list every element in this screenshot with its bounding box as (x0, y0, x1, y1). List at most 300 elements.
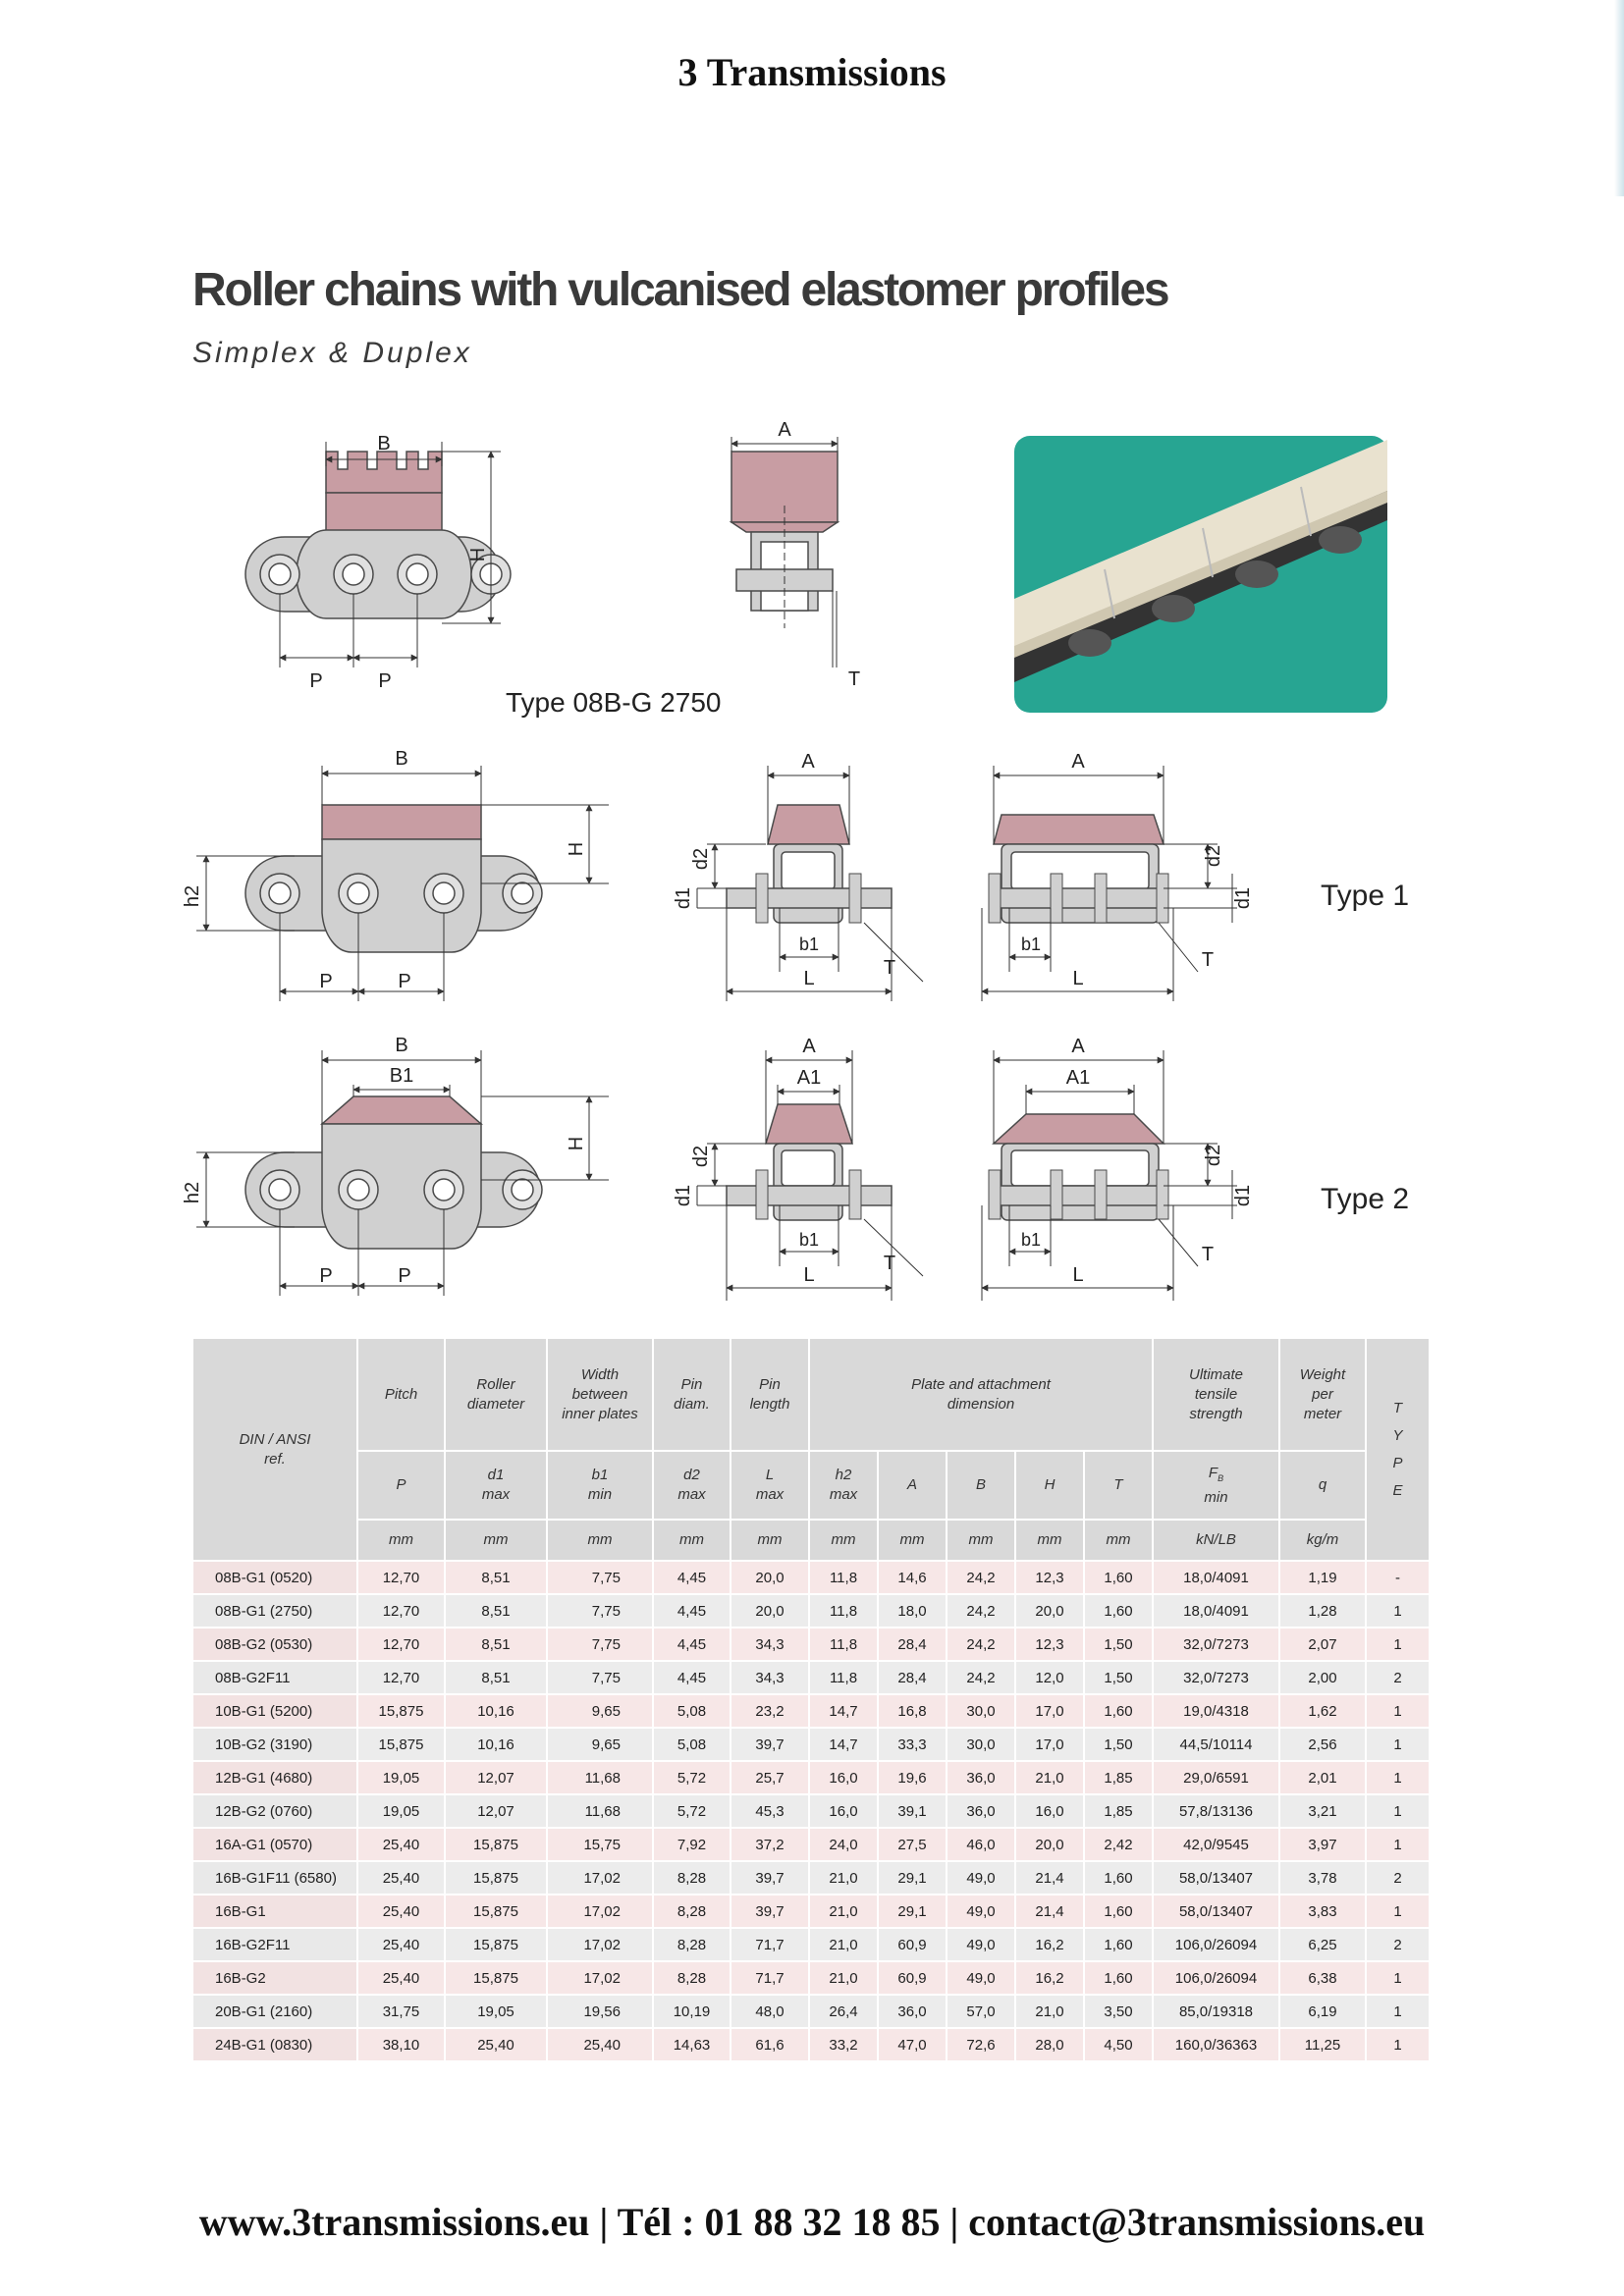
table-cell: 48,0 (731, 1995, 809, 2028)
table-cell: 47,0 (878, 2028, 947, 2061)
dim-label-p-type2-1: P (319, 1265, 333, 1287)
dim-label-p-type1-2: P (398, 971, 411, 992)
table-cell: 15,875 (357, 1694, 445, 1728)
table-cell: 11,8 (809, 1628, 878, 1661)
unit-cell: kN/LB (1153, 1520, 1279, 1561)
table-cell: 1 (1366, 1728, 1430, 1761)
th-roller: Roller diameter (445, 1339, 547, 1451)
table-cell: 36,0 (947, 1761, 1015, 1794)
dim-label-h: H (467, 547, 489, 562)
drawing-type1-duplex-front (982, 751, 1409, 1001)
symbol-qualifier: max (677, 1486, 706, 1503)
table-cell: 3,97 (1279, 1828, 1366, 1861)
table-cell: 25,40 (357, 1861, 445, 1895)
table-cell: 11,68 (547, 1794, 653, 1828)
table-cell: 11,25 (1279, 2028, 1366, 2061)
table-cell: 25,7 (731, 1761, 809, 1794)
table-cell: 58,0/13407 (1153, 1861, 1279, 1895)
cell-ref: 16A-G1 (0570) (193, 1828, 357, 1861)
table-cell: 72,6 (947, 2028, 1015, 2061)
table-cell: 39,7 (731, 1861, 809, 1895)
table-cell: 17,02 (547, 1961, 653, 1995)
table-cell: 20,0 (731, 1561, 809, 1594)
table-cell: 10,16 (445, 1694, 547, 1728)
table-cell: 19,6 (878, 1761, 947, 1794)
table-cell: 10,16 (445, 1728, 547, 1761)
table-cell: 12,07 (445, 1794, 547, 1828)
table-cell: 24,2 (947, 1594, 1015, 1628)
table-cell: 39,7 (731, 1895, 809, 1928)
table-row (193, 1961, 1430, 1995)
table-cell: 21,4 (1015, 1895, 1084, 1928)
th-plate: Plate and attachment dimension (809, 1339, 1153, 1451)
table-cell: 25,40 (357, 1895, 445, 1928)
table-cell: 8,51 (445, 1561, 547, 1594)
unit-row (193, 1520, 1430, 1561)
table-cell: 3,78 (1279, 1861, 1366, 1895)
unit-cell: mm (1015, 1520, 1084, 1561)
table-cell: 1,60 (1084, 1861, 1153, 1895)
th-weight: Weight per meter (1279, 1339, 1366, 1451)
table-cell: 30,0 (947, 1728, 1015, 1761)
table-row (193, 2028, 1430, 2061)
table-cell: 21,0 (1015, 1995, 1084, 2028)
table-cell: 58,0/13407 (1153, 1895, 1279, 1928)
dim-label-t-type2-duplex: T (1201, 1244, 1215, 1265)
table-cell: 21,0 (1015, 1761, 1084, 1794)
dim-label-l-type1-simplex: L (803, 968, 815, 989)
dim-label-a1-type2-duplex: A1 (1065, 1067, 1091, 1089)
dim-label-b1-type2-simplex: b1 (798, 1230, 820, 1250)
table-cell: 14,7 (809, 1728, 878, 1761)
table-cell: 1,50 (1084, 1661, 1153, 1694)
table-cell: 21,0 (809, 1961, 878, 1995)
table-cell: 17,02 (547, 1895, 653, 1928)
dim-label-b1-type2: B1 (389, 1065, 414, 1087)
dim-label-p-type1-1: P (319, 971, 333, 992)
table-cell: 6,25 (1279, 1928, 1366, 1961)
table-cell: 26,4 (809, 1995, 878, 2028)
table-cell: 32,0/7273 (1153, 1661, 1279, 1694)
table-row (193, 1628, 1430, 1661)
drawing-type2-side-view (182, 1035, 609, 1296)
symbol-cell (731, 1451, 809, 1520)
cell-ref: 16B-G2 (193, 1961, 357, 1995)
cell-ref: 24B-G1 (0830) (193, 2028, 357, 2061)
table-cell: 1 (1366, 1628, 1430, 1661)
cell-ref: 12B-G1 (4680) (193, 1761, 357, 1794)
table-cell: 18,0/4091 (1153, 1561, 1279, 1594)
unit-cell: mm (653, 1520, 731, 1561)
table-cell: 12,07 (445, 1761, 547, 1794)
unit-cell: kg/m (1279, 1520, 1366, 1561)
table-cell: 21,0 (809, 1928, 878, 1961)
dim-label-h-type1: H (566, 841, 587, 857)
table-cell: 1,60 (1084, 1928, 1153, 1961)
symbol-cell (1084, 1451, 1153, 1520)
table-cell: 11,8 (809, 1661, 878, 1694)
cell-ref: 12B-G2 (0760) (193, 1794, 357, 1828)
table-cell: 21,0 (809, 1895, 878, 1928)
table-cell: 1,60 (1084, 1895, 1153, 1928)
dim-label-t-type2-simplex: T (883, 1253, 896, 1274)
table-cell: 25,40 (547, 2028, 653, 2061)
table-cell: 7,75 (547, 1561, 653, 1594)
table-cell: 19,05 (357, 1794, 445, 1828)
dim-label-a1-type2-simplex: A1 (796, 1067, 822, 1089)
table-cell: 30,0 (947, 1694, 1015, 1728)
table-row (193, 1928, 1430, 1961)
table-row (193, 1861, 1430, 1895)
table-cell: 5,08 (653, 1728, 731, 1761)
table-cell: 14,7 (809, 1694, 878, 1728)
table-cell: 20,0 (1015, 1594, 1084, 1628)
table-cell: 29,0/6591 (1153, 1761, 1279, 1794)
table-cell: 34,3 (731, 1661, 809, 1694)
table-cell: 1,60 (1084, 1594, 1153, 1628)
table-cell: 8,51 (445, 1628, 547, 1661)
table-cell: 16,0 (809, 1794, 878, 1828)
dim-label-d2-type1-simplex: d2 (690, 847, 712, 871)
drawing-08b-side-view (245, 433, 721, 718)
symbol-name: d1 (487, 1467, 505, 1483)
drawing-type1-simplex-front (673, 751, 923, 1001)
table-cell: 1,50 (1084, 1628, 1153, 1661)
table-cell: 25,40 (357, 1828, 445, 1861)
unit-cell: mm (1084, 1520, 1153, 1561)
table-cell: 39,7 (731, 1728, 809, 1761)
table-cell: 6,38 (1279, 1961, 1366, 1995)
symbol-cell (653, 1451, 731, 1520)
table-cell: - (1366, 1561, 1430, 1594)
table-cell: 11,8 (809, 1561, 878, 1594)
table-cell: 37,2 (731, 1828, 809, 1861)
symbol-qualifier: max (481, 1486, 511, 1503)
table-cell: 34,3 (731, 1628, 809, 1661)
table-cell: 9,65 (547, 1728, 653, 1761)
dim-label-t-type1-simplex: T (883, 957, 896, 979)
document-subtitle: Simplex & Duplex (192, 337, 472, 369)
table-cell: 14,63 (653, 2028, 731, 2061)
table-row (193, 1794, 1430, 1828)
th-type-letters: T Y P E (1392, 1399, 1403, 1499)
dim-label-p-2: P (378, 670, 392, 692)
symbol-qualifier: min (587, 1486, 613, 1503)
dim-label-b-type1: B (395, 748, 408, 770)
table-cell: 21,4 (1015, 1861, 1084, 1895)
dim-label-t-08b: T (847, 668, 861, 690)
drawing-type2-duplex-front (982, 1036, 1409, 1301)
table-cell: 1 (1366, 1895, 1430, 1928)
dim-label-t-type1-duplex: T (1201, 949, 1215, 971)
symbol-row (193, 1451, 1430, 1520)
table-cell: 4,45 (653, 1594, 731, 1628)
table-cell: 1 (1366, 1594, 1430, 1628)
unit-cell: mm (357, 1520, 445, 1561)
table-cell: 49,0 (947, 1961, 1015, 1995)
table-cell: 106,0/26094 (1153, 1961, 1279, 1995)
dim-label-a-type1-duplex: A (1071, 751, 1085, 773)
dim-label-d1-type2-duplex: d1 (1232, 1184, 1254, 1207)
dim-label-b: B (377, 433, 391, 454)
document-title: Roller chains with vulcanised elastomer profiles (192, 264, 1168, 316)
symbol-qualifier: min (1204, 1488, 1228, 1506)
table-cell: 71,7 (731, 1928, 809, 1961)
table-cell: 32,0/7273 (1153, 1628, 1279, 1661)
dim-label-l-type2-simplex: L (803, 1264, 815, 1286)
symbol-name: h2 (835, 1467, 852, 1483)
table-cell: 12,70 (357, 1561, 445, 1594)
table-row (193, 1661, 1430, 1694)
table-cell: 25,40 (357, 1961, 445, 1995)
table-cell: 38,10 (357, 2028, 445, 2061)
table-cell: 1,62 (1279, 1694, 1366, 1728)
table-cell: 19,56 (547, 1995, 653, 2028)
table-cell: 46,0 (947, 1828, 1015, 1861)
symbol-cell (1279, 1451, 1366, 1520)
dim-label-p-type2-2: P (398, 1265, 411, 1287)
dim-label-d1-type2-simplex: d1 (673, 1184, 694, 1207)
table-cell: 24,2 (947, 1628, 1015, 1661)
dim-label-d1-type1-duplex: d1 (1232, 886, 1254, 910)
table-cell: 15,875 (445, 1928, 547, 1961)
table-cell: 160,0/36363 (1153, 2028, 1279, 2061)
symbol-name: d2 (683, 1467, 700, 1483)
table-cell: 8,28 (653, 1928, 731, 1961)
cell-ref: 08B-G2F11 (193, 1661, 357, 1694)
table-cell: 1 (1366, 1995, 1430, 2028)
cell-ref: 08B-G1 (2750) (193, 1594, 357, 1628)
cell-ref: 08B-G2 (0530) (193, 1628, 357, 1661)
unit-cell: mm (809, 1520, 878, 1561)
table-cell: 1 (1366, 1761, 1430, 1794)
symbol-cell (1153, 1451, 1279, 1520)
dim-label-a-type1-simplex: A (801, 751, 815, 773)
symbol-cell (445, 1451, 547, 1520)
table-cell: 2,56 (1279, 1728, 1366, 1761)
table-cell: 12,70 (357, 1628, 445, 1661)
table-cell: 57,0 (947, 1995, 1015, 2028)
dim-label-a-08b: A (778, 419, 791, 441)
table-cell: 57,8/13136 (1153, 1794, 1279, 1828)
table-cell: 1,85 (1084, 1794, 1153, 1828)
product-photo (1014, 436, 1387, 713)
table-cell: 12,0 (1015, 1661, 1084, 1694)
table-cell: 3,21 (1279, 1794, 1366, 1828)
table-cell: 28,4 (878, 1628, 947, 1661)
drawing-08b-front-view (731, 419, 860, 690)
symbol-name: q (1318, 1476, 1327, 1493)
table-cell: 7,75 (547, 1594, 653, 1628)
symbol-cell (1015, 1451, 1084, 1520)
table-cell: 5,08 (653, 1694, 731, 1728)
table-cell: 3,83 (1279, 1895, 1366, 1928)
cell-ref: 16B-G1F11 (6580) (193, 1861, 357, 1895)
table-cell: 16,0 (809, 1761, 878, 1794)
th-pin-diam: Pin diam. (653, 1339, 731, 1451)
unit-cell: mm (878, 1520, 947, 1561)
type-08b-label: Type 08B-G 2750 (506, 687, 722, 718)
table-cell: 12,3 (1015, 1628, 1084, 1661)
table-cell: 16,8 (878, 1694, 947, 1728)
table-cell: 36,0 (947, 1794, 1015, 1828)
symbol-name: L (765, 1467, 775, 1483)
table-cell: 71,7 (731, 1961, 809, 1995)
table-cell: 20,0 (731, 1594, 809, 1628)
table-cell: 15,875 (445, 1961, 547, 1995)
spec-table (193, 1339, 1431, 2062)
symbol-cell (357, 1451, 445, 1520)
table-cell: 4,45 (653, 1661, 731, 1694)
table-cell: 12,70 (357, 1661, 445, 1694)
table-row (193, 1761, 1430, 1794)
table-cell: 49,0 (947, 1895, 1015, 1928)
symbol-name: B (975, 1476, 986, 1493)
cell-ref: 08B-G1 (0520) (193, 1561, 357, 1594)
table-cell: 19,05 (357, 1761, 445, 1794)
table-row (193, 1728, 1430, 1761)
table-cell: 27,5 (878, 1828, 947, 1861)
symbol-cell (947, 1451, 1015, 1520)
table-cell: 45,3 (731, 1794, 809, 1828)
table-cell: 5,72 (653, 1794, 731, 1828)
table-cell: 3,50 (1084, 1995, 1153, 2028)
table-cell: 15,875 (445, 1861, 547, 1895)
table-cell: 21,0 (809, 1861, 878, 1895)
dim-label-h2-type2: h2 (182, 1181, 203, 1204)
table-cell: 14,6 (878, 1561, 947, 1594)
table-cell: 1,85 (1084, 1761, 1153, 1794)
page-edge-shade (1614, 0, 1624, 196)
th-width: Width between inner plates (547, 1339, 653, 1451)
technical-drawing-svg (177, 412, 1453, 1315)
table-cell: 106,0/26094 (1153, 1928, 1279, 1961)
dim-label-d2-type2-simplex: d2 (690, 1145, 712, 1168)
cell-ref: 10B-G2 (3190) (193, 1728, 357, 1761)
header-title: 3 Transmissions (677, 50, 947, 94)
table-cell: 33,2 (809, 2028, 878, 2061)
table-row (193, 1561, 1430, 1594)
drawing-type2-simplex-front (673, 1036, 923, 1301)
table-row (193, 1694, 1430, 1728)
symbol-subscript: B (1218, 1472, 1224, 1483)
dim-label-a-type2-simplex: A (802, 1036, 816, 1057)
table-cell: 17,0 (1015, 1694, 1084, 1728)
technical-drawing-figure (177, 412, 1453, 1315)
table-cell: 11,68 (547, 1761, 653, 1794)
drawing-type1-side-view (182, 748, 609, 1001)
table-cell: 2 (1366, 1661, 1430, 1694)
symbol-name: T (1113, 1476, 1123, 1493)
th-type (1366, 1339, 1430, 1561)
table-cell: 29,1 (878, 1861, 947, 1895)
table-cell: 4,45 (653, 1628, 731, 1661)
table-row (193, 1594, 1430, 1628)
table-cell: 20,0 (1015, 1828, 1084, 1861)
unit-cell: mm (947, 1520, 1015, 1561)
table-cell: 2 (1366, 1861, 1430, 1895)
table-cell: 31,75 (357, 1995, 445, 2028)
table-cell: 12,3 (1015, 1561, 1084, 1594)
table-cell: 29,1 (878, 1895, 947, 1928)
type1-label: Type 1 (1321, 880, 1410, 912)
table-cell: 85,0/19318 (1153, 1995, 1279, 2028)
table-cell: 7,92 (653, 1828, 731, 1861)
table-cell: 9,65 (547, 1694, 653, 1728)
cell-ref: 20B-G1 (2160) (193, 1995, 357, 2028)
table-cell: 60,9 (878, 1928, 947, 1961)
table-cell: 36,0 (878, 1995, 947, 2028)
cell-ref: 16B-G2F11 (193, 1928, 357, 1961)
table-cell: 15,875 (445, 1828, 547, 1861)
table-cell: 1,60 (1084, 1694, 1153, 1728)
dim-label-b1-type1-duplex: b1 (1020, 934, 1042, 954)
table-cell: 17,0 (1015, 1728, 1084, 1761)
table-cell: 17,02 (547, 1928, 653, 1961)
table-cell: 1,28 (1279, 1594, 1366, 1628)
table-cell: 2,00 (1279, 1661, 1366, 1694)
table-row (193, 1828, 1430, 1861)
table-cell: 2 (1366, 1928, 1430, 1961)
table-cell: 1 (1366, 1794, 1430, 1828)
table-cell: 7,75 (547, 1628, 653, 1661)
table-cell: 1 (1366, 1828, 1430, 1861)
cell-ref: 10B-G1 (5200) (193, 1694, 357, 1728)
table-cell: 18,0/4091 (1153, 1594, 1279, 1628)
table-cell: 1,60 (1084, 1961, 1153, 1995)
dim-label-d2-type1-duplex: d2 (1203, 844, 1224, 868)
table-cell: 49,0 (947, 1861, 1015, 1895)
table-cell: 8,28 (653, 1895, 731, 1928)
th-ref: DIN / ANSI ref. (193, 1339, 357, 1561)
unit-cell: mm (445, 1520, 547, 1561)
table-cell: 8,28 (653, 1861, 731, 1895)
table-body (193, 1561, 1430, 2061)
table-cell: 25,40 (357, 1928, 445, 1961)
table-cell: 33,3 (878, 1728, 947, 1761)
symbol-qualifier: max (755, 1486, 785, 1503)
symbol-name: P (396, 1476, 406, 1493)
table-cell: 23,2 (731, 1694, 809, 1728)
table-cell: 17,02 (547, 1861, 653, 1895)
th-pitch: Pitch (357, 1339, 445, 1451)
table-cell: 15,75 (547, 1828, 653, 1861)
table-cell: 5,72 (653, 1761, 731, 1794)
dim-label-b1-type2-duplex: b1 (1020, 1230, 1042, 1250)
table-cell: 15,875 (357, 1728, 445, 1761)
table-cell: 8,51 (445, 1661, 547, 1694)
table-cell: 60,9 (878, 1961, 947, 1995)
table-cell: 16,2 (1015, 1928, 1084, 1961)
symbol-name: b1 (591, 1467, 609, 1483)
table-cell: 6,19 (1279, 1995, 1366, 2028)
cell-ref: 16B-G1 (193, 1895, 357, 1928)
dim-label-h2-type1: h2 (182, 884, 203, 908)
table-cell: 10,19 (653, 1995, 731, 2028)
dim-label-l-type1-duplex: L (1072, 968, 1084, 989)
table-cell: 49,0 (947, 1928, 1015, 1961)
th-pin-length: Pin length (731, 1339, 809, 1451)
dim-label-b1-type1-simplex: b1 (798, 934, 820, 954)
unit-cell: mm (731, 1520, 809, 1561)
table-row (193, 1995, 1430, 2028)
symbol-name: A (906, 1476, 917, 1493)
table-cell: 24,0 (809, 1828, 878, 1861)
table-cell: 19,0/4318 (1153, 1694, 1279, 1728)
symbol-qualifier: max (829, 1486, 858, 1503)
table-cell: 7,75 (547, 1661, 653, 1694)
table-cell: 1,19 (1279, 1561, 1366, 1594)
